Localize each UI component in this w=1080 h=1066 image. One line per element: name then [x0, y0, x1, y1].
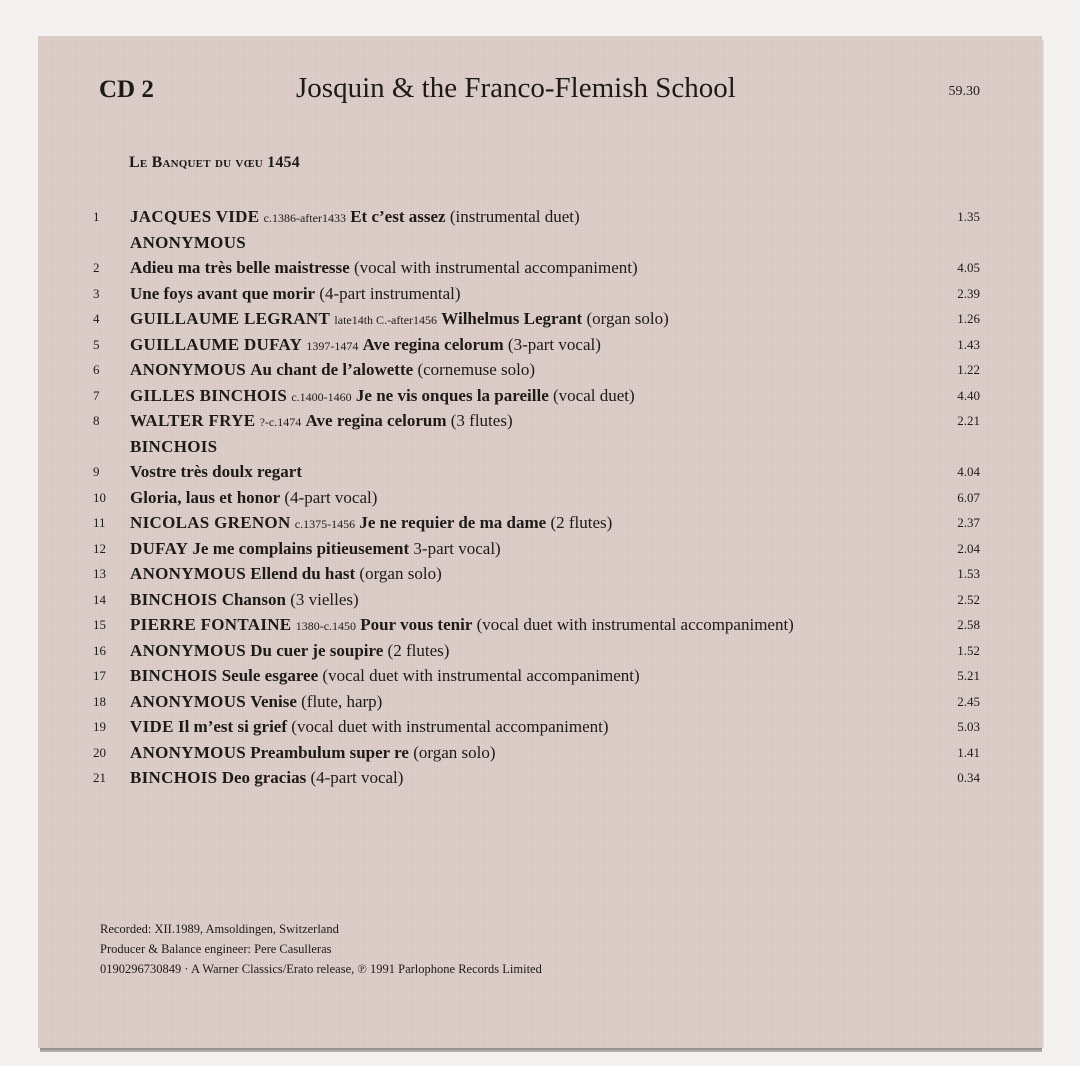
track-scoring: (flute, harp) [301, 691, 383, 711]
track-scoring: (vocal duet with instrumental accompaniment) [476, 615, 794, 634]
track-title: Pour vous tenir [360, 615, 473, 634]
track-row [38, 765, 1042, 791]
recorded-info: Recorded: XII.1989, Amsoldingen, Switzerland [100, 922, 339, 936]
track-title: Gloria, laus et honor [130, 487, 281, 507]
track-title: Il m’est si grief [177, 717, 288, 736]
track-title: Wilhelmus Legrant [441, 309, 583, 328]
track-scoring: (4-part instrumental) [319, 283, 461, 303]
track-duration: 2.45 [957, 693, 980, 709]
track-title: Ellend du hast [250, 564, 356, 583]
track-text [130, 357, 942, 383]
track-text [130, 510, 942, 538]
track-composer: ANONYMOUS [130, 691, 247, 711]
track-text [130, 536, 942, 562]
track-title: Preambulum super re [250, 742, 409, 762]
track-scoring: (vocal with instrumental accompaniment) [353, 258, 638, 277]
track-composer: WALTER FRYE [130, 411, 256, 430]
track-text [130, 383, 942, 411]
track-scoring: (vocal duet with instrumental accompaniment) [322, 666, 640, 685]
release-info: 0190296730849 · A Warner Classics/Erato release, ℗ 1991 Parlophone Records Limited [100, 962, 542, 976]
track-composer: BINCHOIS [130, 436, 218, 456]
track-row [38, 663, 1042, 689]
track-row [38, 638, 1042, 664]
track-duration: 4.05 [957, 260, 980, 275]
track-list [38, 204, 1042, 791]
track-duration: 0.34 [957, 770, 980, 785]
track-duration: 2.37 [957, 515, 980, 530]
track-title: Ave regina celorum [362, 334, 504, 354]
track-title: Je ne vis onques la pareille [355, 385, 549, 405]
track-composer: JACQUES VIDE [130, 207, 260, 226]
track-duration: 1.41 [957, 744, 980, 760]
track-row [38, 408, 1042, 434]
track-text [130, 485, 942, 511]
track-text [130, 740, 942, 766]
track-number: 19 [93, 719, 106, 734]
track-scoring: (3 vielles) [290, 589, 359, 609]
track-text [130, 587, 942, 613]
track-scoring: (organ solo) [359, 564, 442, 583]
track-duration: 2.58 [957, 617, 980, 632]
track-text [130, 281, 942, 307]
track-row [38, 740, 1042, 766]
track-duration: 1.35 [957, 209, 980, 224]
track-number: 20 [93, 744, 106, 760]
track-title: Seule esgaree [221, 666, 319, 685]
track-number: 14 [93, 591, 106, 607]
track-row [38, 689, 1042, 715]
track-composer: GUILLAUME DUFAY [130, 334, 303, 354]
track-number: 6 [93, 362, 100, 377]
track-number: 9 [93, 464, 100, 479]
track-text [130, 230, 942, 256]
program-title: Le Banquet du vœu 1454 [129, 154, 300, 171]
track-title: Je ne requier de ma dame [359, 513, 547, 532]
track-composer: BINCHOIS [130, 768, 218, 787]
track-title: Du cuer je soupire [250, 640, 384, 660]
booklet-page [38, 36, 1042, 1048]
track-scoring: (organ solo) [586, 309, 669, 328]
track-duration: 1.22 [957, 362, 980, 377]
track-row [38, 255, 1042, 281]
track-row [38, 434, 1042, 460]
track-number: 10 [93, 489, 106, 505]
track-text [130, 332, 942, 360]
track-duration: 1.43 [957, 336, 980, 352]
track-number: 12 [93, 540, 106, 556]
track-duration: 5.21 [957, 668, 980, 683]
track-text [130, 459, 942, 485]
credits [100, 919, 542, 979]
track-text [130, 306, 942, 334]
track-number: 3 [93, 285, 100, 301]
track-row [38, 357, 1042, 383]
track-text [130, 638, 942, 664]
track-duration: 1.53 [957, 566, 980, 581]
page-title: Josquin & the Franco-Flemish School [296, 72, 736, 104]
track-scoring: (3-part vocal) [507, 334, 601, 354]
track-scoring: (2 flutes) [387, 640, 450, 660]
track-title: Une foys avant que morir [130, 283, 316, 303]
track-number: 7 [93, 387, 100, 403]
track-scoring: (2 flutes) [550, 513, 613, 532]
track-duration: 2.39 [957, 285, 980, 301]
track-text [130, 204, 942, 232]
track-scoring: (vocal duet with instrumental accompaniment) [291, 717, 609, 736]
track-row [38, 306, 1042, 332]
composer-dates: 1397-1474 [306, 338, 359, 353]
track-composer: DUFAY [130, 538, 189, 558]
track-scoring: (instrumental duet) [449, 207, 580, 226]
cd-label: CD 2 [99, 76, 154, 103]
track-composer: ANONYMOUS [130, 564, 247, 583]
track-row [38, 510, 1042, 536]
track-number: 21 [93, 770, 106, 785]
track-composer: GILLES BINCHOIS [130, 385, 288, 405]
composer-dates: 1380-c.1450 [295, 619, 357, 633]
track-title: Ave regina celorum [305, 411, 447, 430]
track-text [130, 663, 942, 689]
track-title: Venise [250, 691, 297, 711]
track-title: Chanson [221, 589, 286, 609]
track-number: 4 [93, 311, 100, 326]
track-composer: BINCHOIS [130, 666, 218, 685]
track-title: Deo gracias [221, 768, 307, 787]
track-text [130, 714, 942, 740]
track-scoring: (4-part vocal) [310, 768, 404, 787]
track-number: 11 [93, 515, 106, 530]
track-row [38, 281, 1042, 307]
track-composer: VIDE [130, 717, 174, 736]
track-composer: ANONYMOUS [130, 640, 247, 660]
track-number: 13 [93, 566, 106, 581]
track-text [130, 689, 942, 715]
track-composer: ANONYMOUS [130, 232, 247, 252]
track-number: 16 [93, 642, 106, 658]
track-title: Vostre très doulx regart [130, 462, 303, 481]
track-row [38, 587, 1042, 613]
track-composer: BINCHOIS [130, 589, 218, 609]
track-duration: 2.21 [957, 413, 980, 428]
composer-dates: c.1386-after1433 [263, 211, 346, 225]
track-duration: 4.04 [957, 464, 980, 479]
track-text [130, 434, 942, 460]
track-row [38, 714, 1042, 740]
track-duration: 1.52 [957, 642, 980, 658]
track-scoring: (vocal duet) [553, 385, 635, 405]
track-number: 18 [93, 693, 106, 709]
track-scoring: (cornemuse solo) [417, 360, 535, 379]
track-duration: 5.03 [957, 719, 980, 734]
track-text [130, 765, 942, 791]
track-duration: 6.07 [957, 489, 980, 505]
track-row [38, 561, 1042, 587]
track-row [38, 332, 1042, 358]
track-row [38, 204, 1042, 230]
track-number: 8 [93, 413, 100, 428]
track-number: 15 [93, 617, 106, 632]
track-text [130, 255, 942, 281]
track-number: 1 [93, 209, 100, 224]
composer-dates: ?-c.1474 [259, 415, 302, 429]
track-text [130, 612, 942, 640]
track-scoring: (organ solo) [413, 742, 496, 762]
track-text [130, 408, 942, 436]
track-duration: 2.52 [957, 591, 980, 607]
track-scoring: (3 flutes) [450, 411, 513, 430]
track-title: Je me complains pitieusement [192, 538, 410, 558]
track-duration: 2.04 [957, 540, 980, 556]
track-row [38, 459, 1042, 485]
track-duration: 4.40 [957, 387, 980, 403]
track-number: 5 [93, 336, 100, 352]
track-scoring: (4-part vocal) [284, 487, 378, 507]
track-row [38, 383, 1042, 409]
track-number: 2 [93, 260, 100, 275]
track-number: 17 [93, 668, 106, 683]
track-title: Et c’est assez [350, 207, 446, 226]
track-row [38, 536, 1042, 562]
track-composer: PIERRE FONTAINE [130, 615, 292, 634]
total-duration: 59.30 [948, 84, 980, 99]
track-composer: NICOLAS GRENON [130, 513, 291, 532]
composer-dates: c.1400-1460 [291, 389, 352, 404]
composer-dates: c.1375-1456 [294, 517, 356, 531]
track-scoring: 3-part vocal) [413, 538, 501, 558]
track-duration: 1.26 [957, 311, 980, 326]
track-title: Au chant de l’alowette [250, 360, 414, 379]
track-row [38, 612, 1042, 638]
track-composer: ANONYMOUS [130, 742, 247, 762]
producer-info: Producer & Balance engineer: Pere Casulleras [100, 942, 332, 956]
track-text [130, 561, 942, 587]
track-row [38, 230, 1042, 256]
track-row [38, 485, 1042, 511]
composer-dates: late14th C.-after1456 [334, 313, 438, 327]
track-composer: ANONYMOUS [130, 360, 247, 379]
track-title: Adieu ma très belle maistresse [130, 258, 350, 277]
track-composer: GUILLAUME LEGRANT [130, 309, 331, 328]
